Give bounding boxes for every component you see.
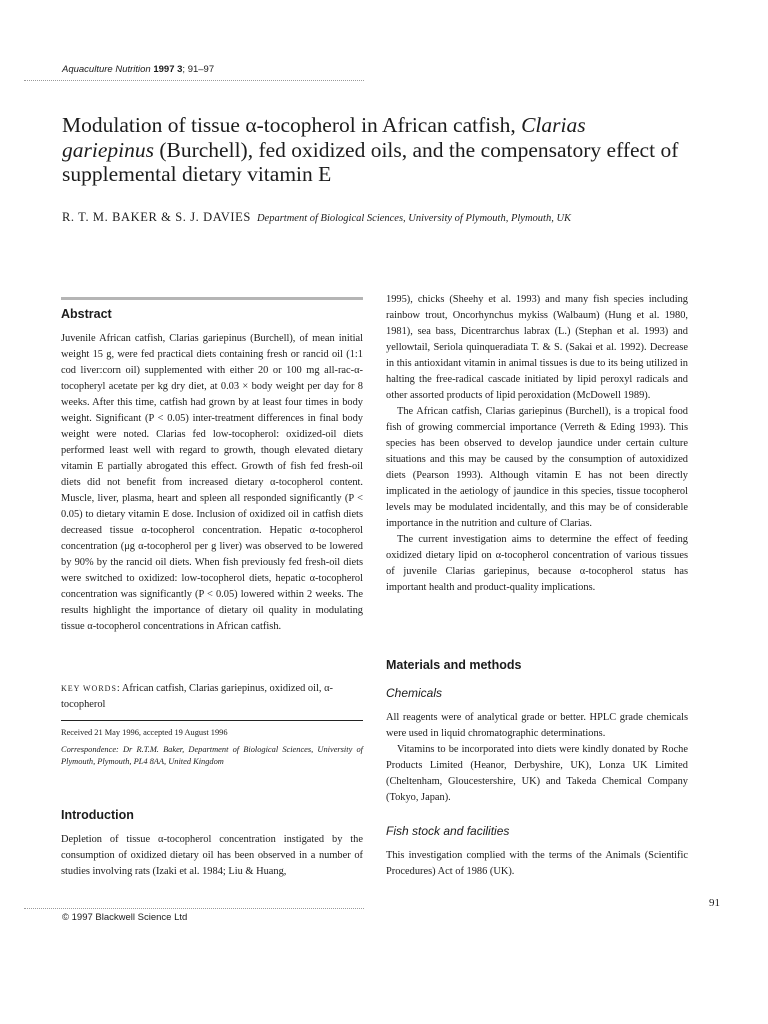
header-rule [24, 80, 364, 81]
right-column-text [386, 292, 688, 596]
author-names: R. T. M. BAKER & S. J. DAVIES [62, 210, 251, 224]
fish-stock-text: This investigation complied with the terms of the Animals (Scientific Procedures) Act of 1986 (UK). [386, 850, 688, 877]
correspondence: Correspondence: Dr R.T.M. Baker, Department of Biological Sciences, University of Plymouth, Plymouth, PL4 8AA, United Kingdom [61, 745, 363, 766]
fish-stock-heading: Fish stock and facilities [386, 824, 510, 838]
introduction-heading: Introduction [61, 808, 134, 822]
chemicals-paragraph-2: Vitamins to be incorporated into diets were kindly donated by Roche Products Limited (Heanor, Derbyshire, UK), Lonza UK Limited (Cheltenham, Gloucestershire, UK) and Takeda Chemical Company (Tokyo, Japan). [386, 744, 688, 803]
footer-rule [24, 908, 364, 909]
copyright: © 1997 Blackwell Science Ltd [62, 912, 188, 923]
chemicals-text [386, 710, 688, 806]
abstract-text: Juvenile African catfish, Clarias gariepinus (Burchell), of mean initial weight 15 g, were fed practical diets containing fresh or rancid oil (1:1 cod liver:corn oil) supplemented with either 20 or 100 mg all-rac-α-tocopheryl acetate per kg dry diet, at 0.03 × body weight per day for 8 weeks. After this time, catfish had grown by at least four times in body weight. Significant (P < 0.05) inter-treatment differences in final body weight were noted. Clarias fed low-tocopherol: oxidized-oil diets performed least well with regard to growth, though elevated dietary vitamin E partially abrogated this effect. Growth of fish fed fresh-oil diets did not benefit from increased dietary α-tocopherol content. Muscle, liver, plasma, heart and spleen all responded significantly (P < 0.05) to dietary vitamin E dose. Inclusion of oxidized oil in catfish diets decreased tissue α-tocopherol concentration. Hepatic α-tocopherol concentration (μg α-tocopherol per g liver) was observed to be lowered by 90% by the rancid oil diets. When fish previously fed fresh-oil diets were switched to oxidized: low-tocopherol diets, hepatic α-tocopherol concentration was significantly (P < 0.05) lowered within 2 weeks. The results highlight the importance of dietary oil quality in modulating tissue α-tocopherol concentrations in African catfish. [61, 333, 363, 632]
introduction-text: Depletion of tissue α-tocopherol concentration instigated by the consumption of oxidized dietary oil has been observed in a number of studies involving rats (Izaki et al. 1984; Liu & Huang, [61, 834, 363, 877]
title-species: Clarias gariepinus [62, 113, 586, 162]
author-line [62, 210, 722, 225]
received-dates: Received 21 May 1996, accepted 19 August 1996 [61, 728, 228, 737]
keywords-list: African catfish, Clarias gariepinus, oxidized oil, α-tocopherol [61, 683, 333, 710]
keywords: KEY WORDS: African catfish, Clarias gariepinus, oxidized oil, α-tocopherol [61, 683, 333, 710]
intro-paragraph-aim: The current investigation aims to determine the effect of feeding oxidized dietary lipid on α-tocopherol concentration of various tissues of juvenile Clarias gariepinus, because α-tocopherol status has important health and product-quality implications. [386, 534, 688, 593]
journal-name: Aquaculture Nutrition [62, 64, 151, 75]
journal-pages: ; 91–97 [182, 64, 215, 75]
author-affiliation: Department of Biological Sciences, University of Plymouth, Plymouth, UK [256, 213, 572, 224]
keywords-rule [61, 720, 363, 721]
chemicals-paragraph-1: All reagents were of analytical grade or better. HPLC grade chemicals were used in liquid chromatographic determinations. [386, 712, 688, 739]
keywords-label: KEY WORDS [61, 684, 117, 693]
intro-paragraph-catfish: The African catfish, Clarias gariepinus (Burchell), is a tropical food fish of growing commercial importance (Verreth & Eding 1993). This species has been observed to develop jaundice under certain culture situations and this may be caused by the consumption of autoxidized diets (Pearson 1993). Although vitamin E has not been directly implicated in the aetiology of jaundice in this species, tissue tocopherol levels may be modulated incidentally, and this may be of considerable importance in the nutrition and culture of Clarias. [386, 406, 688, 529]
abstract-heading: Abstract [61, 307, 112, 321]
journal-citation [62, 64, 214, 75]
chemicals-heading: Chemicals [386, 686, 443, 700]
intro-paragraph-continued: 1995), chicks (Sheehy et al. 1993) and many fish species including rainbow trout, Oncorhynchus mykiss (Walbaum) (Hung et al. 1980, 1981), sea bass, Dicentrarchus labrax (L.) (Stephan et al. 1993) and yellowtail, Seriola quinqueradiata T. & S. (Sakai et al. 1992). Decrease in this antioxidant vitamin in animal tissues is due to its being utilized in halting the free-radical cascade initiated by lipid peroxyl radicals and other assorted products of lipid peroxidation (McDowell 1989). [386, 294, 688, 401]
methods-heading: Materials and methods [386, 658, 522, 672]
abstract-rule [61, 297, 363, 300]
article-title: Modulation of tissue α-tocopherol in African catfish, Clarias gariepinus (Burchell), fed oxidized oils, and the compensatory effect of supplemental dietary vitamin E [62, 113, 679, 186]
journal-volume: 1997 3 [153, 64, 183, 75]
page-number: 91 [709, 897, 720, 909]
